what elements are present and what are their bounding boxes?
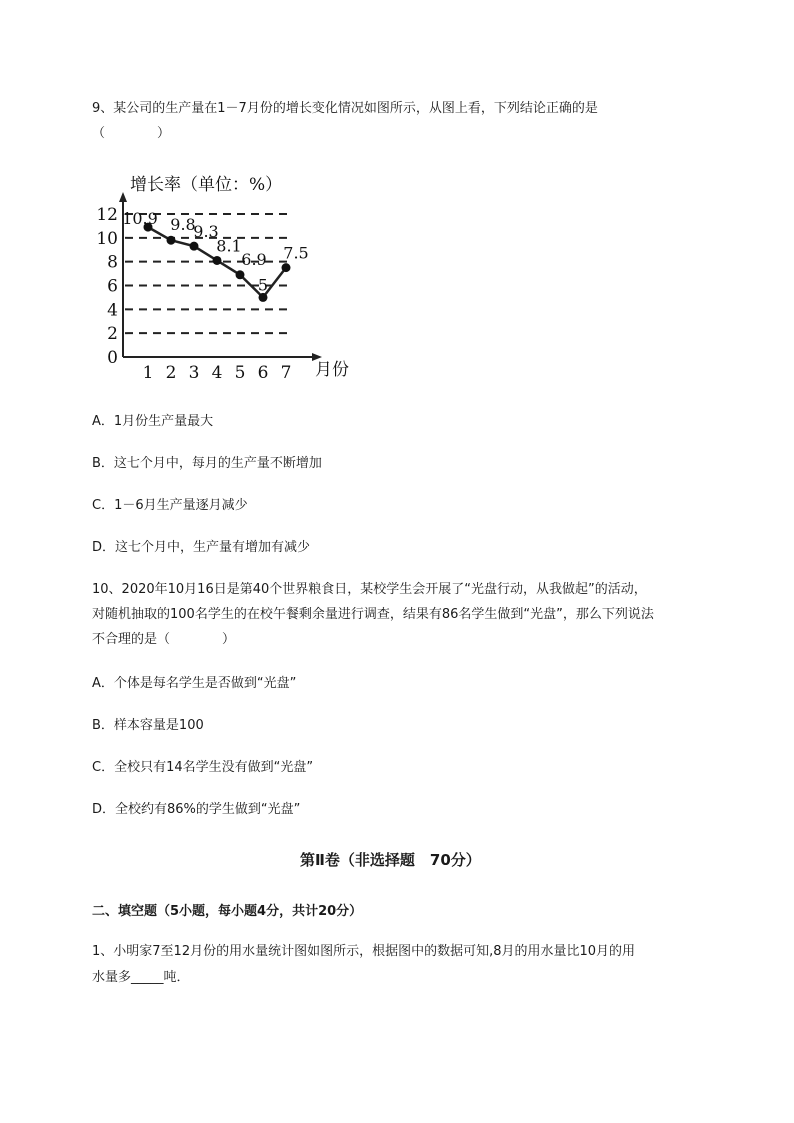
q9-option-c: C．1－6月生产量逐月减少 [92,498,248,513]
q10-stem-line2: 对随机抽取的100名学生的在校午餐剩余量进行调查，结果有86名学生做到“光盘”，那么下列说法 [92,607,654,622]
data-label-7: 7.5 [283,243,309,263]
x-tick-label-6: 6 [257,363,269,383]
y-tick-label-12: 12 [96,205,118,225]
q10-stem-line1: 10、2020年10月16日是第40个世界粮食日，某校学生会开展了“光盘行动，从我做起”的活动， [92,582,647,597]
x-tick-label-5: 5 [234,363,246,383]
q10-stem-line3: 不合理的是（ ） [92,632,236,647]
x-tick-label-7: 7 [280,363,292,383]
y-tick-label-2: 2 [107,324,118,345]
section-title: 第Ⅱ卷（非选择题 70分） [300,851,481,869]
data-label-4: 8.1 [216,236,242,256]
y-tick-label-4: 4 [107,300,118,321]
data-label-5: 6.9 [241,249,267,269]
section-subtitle: 二、填空题（5小题，每小题4分，共计20分） [92,904,363,919]
q9-option-a: A．1月份生产量最大 [92,414,214,429]
data-label-3: 9.3 [193,222,219,242]
x-axis-label: 月份 [315,360,349,380]
y-tick-label-0: 0 [107,348,118,368]
q9-stem: 9、某公司的生产量在1－7月份的增长变化情况如图所示，从图上看，下列结论正确的是 [92,101,598,116]
chart-title: 增长率（单位：%） [130,175,283,195]
data-label-1: 10.9 [122,209,158,229]
y-tick-label-10: 10 [96,228,118,249]
y-tick-label-8: 8 [107,252,118,273]
data-label-6: 5 [257,275,269,295]
data-point-4 [213,256,222,265]
data-point-7 [282,263,291,272]
x-tick-label-4: 4 [211,363,223,383]
y-axis-arrow [119,192,127,202]
fill1-stem-line2: 水量多_____吨． [92,970,190,985]
fill1-stem-line1: 1、小明家7至12月份的用水量统计图如图所示，根据图中的数据可知,8月的用水量比10月的用 [92,944,636,959]
x-tick-label-2: 2 [165,363,177,383]
q10-option-c: C．全校只有14名学生没有做到“光盘” [92,760,314,775]
q9-option-d: D．这七个月中，生产量有增加有减少 [92,540,311,555]
q9-option-b: B．这七个月中，每月的生产量不断增加 [92,456,322,471]
q10-option-a: A．个体是每名学生是否做到“光盘” [92,676,297,691]
data-point-2 [167,236,176,245]
q10-option-b: B．样本容量是100 [92,718,204,733]
data-point-3 [190,242,199,251]
y-tick-label-6: 6 [107,276,118,297]
q9-answer-paren: （ ） [92,126,171,141]
growth-rate-line-chart [96,168,370,383]
q10-option-d: D．全校约有86%的学生做到“光盘” [92,802,301,817]
data-label-2: 9.8 [170,215,196,235]
x-tick-label-3: 3 [188,363,200,383]
data-point-5 [236,270,245,279]
x-tick-label-1: 1 [142,363,154,383]
